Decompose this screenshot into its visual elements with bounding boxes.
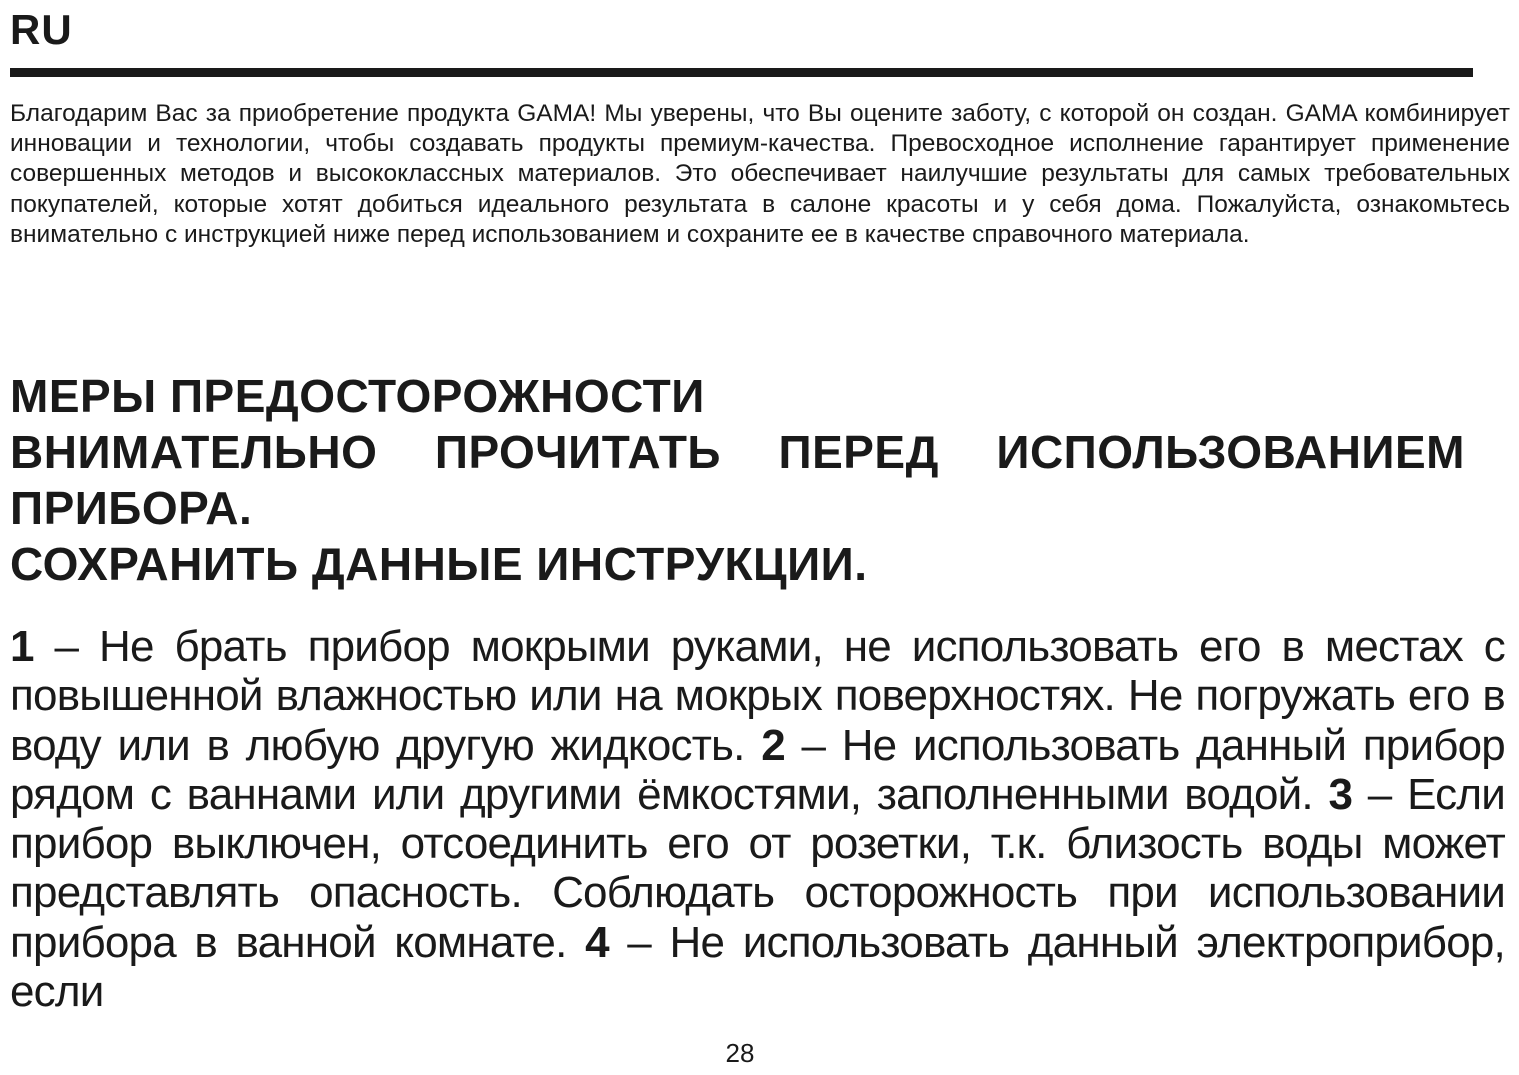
intro-paragraph: Благодарим Вас за приобретение продукта GAMA! Мы уверены, что Вы оцените заботу, с которой он создан. GAMA комбинирует инновации и технологии, чтобы создавать продукты премиум-качества. Превосходное исполнение гарантирует применение совершенных методов и высококлассных материалов. Это обеспечивает наилучшие результаты для самых требовательных покупателей, которые хотят добиться идеального результата в салоне красоты и у себя дома. Пожалуйста, ознакомьтесь внимательно с инструкцией ниже перед использованием и сохраните ее в качестве справочного материала.: [10, 100, 1510, 248]
item-number-3: 3: [1328, 769, 1353, 819]
language-code: RU: [10, 6, 73, 53]
item-text-2: – Не использовать данный прибор рядом с ваннами или другими ёмкостями, заполненными водой.: [10, 720, 1505, 819]
header-divider: [10, 68, 1473, 77]
item-number-4: 4: [585, 917, 609, 967]
safety-headings: [10, 368, 1465, 592]
item-number-1: 1: [10, 622, 34, 671]
item-number-2: 2: [761, 720, 785, 770]
item-text-4: – Не использовать данный электроприбор, если: [10, 917, 1505, 1017]
safety-instructions: [10, 622, 1505, 1016]
heading-read-carefully: ВНИМАТЕЛЬНО ПРОЧИТАТЬ ПЕРЕД ИСПОЛЬЗОВАНИЕМ ПРИБОРА.: [10, 426, 1465, 534]
heading-save-instructions: СОХРАНИТЬ ДАННЫЕ ИНСТРУКЦИИ.: [10, 538, 868, 590]
item-text-1: – Не брать прибор мокрыми руками, не использовать его в местах с повышенной влажностью или на мокрых поверхностях. Не погружать его в воду или в любую другую жидкость.: [10, 622, 1505, 770]
item-text-3: – Если прибор выключен, отсоединить его от розетки, т.к. близость воды может представлять опасность. Соблюдать осторожность при использовании прибора в ванной комнате.: [10, 769, 1505, 967]
heading-precautions: МЕРЫ ПРЕДОСТОРОЖНОСТИ: [10, 370, 705, 422]
page-number: 28: [725, 1038, 755, 1068]
